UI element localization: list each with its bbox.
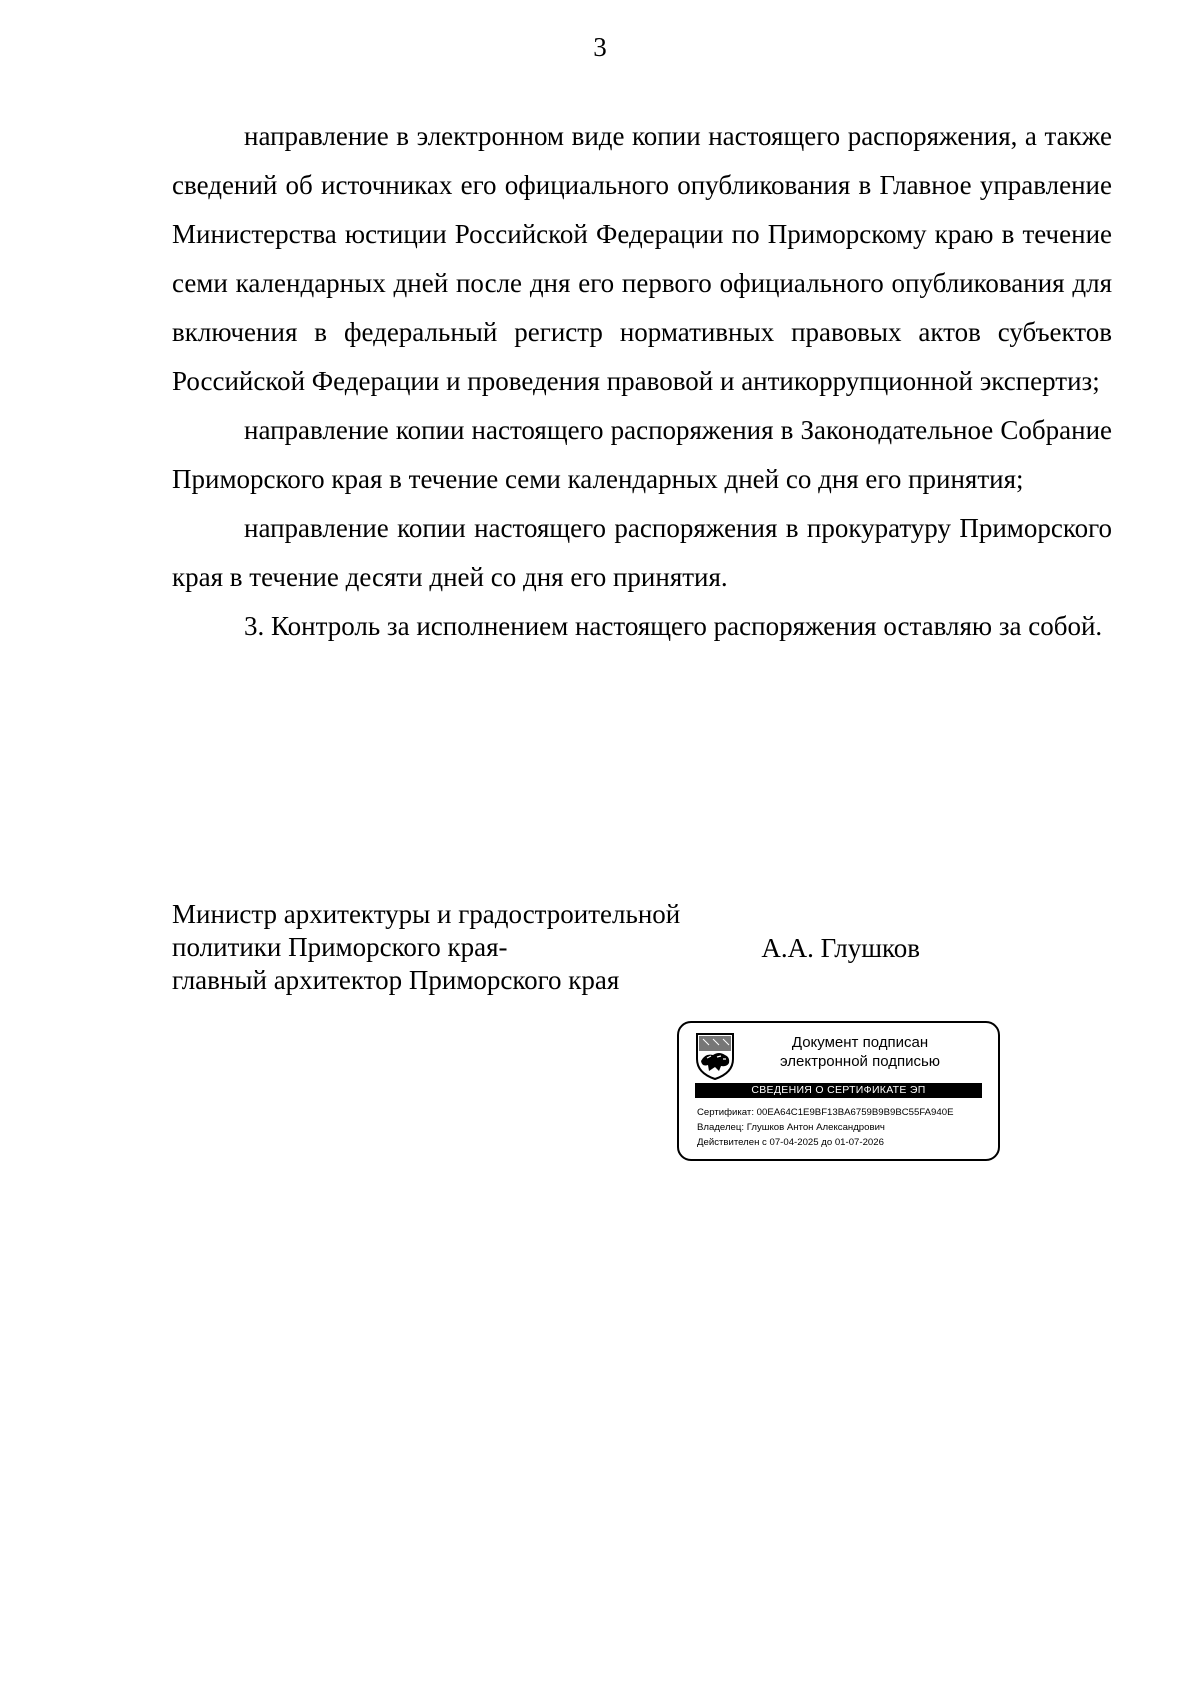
stamp-title — [745, 1033, 975, 1071]
paragraph-3: направление копии настоящего распоряжения в прокуратуру Приморского края в течение десяти дней со дня его принятия. — [172, 513, 1112, 592]
page-number: 3 — [593, 32, 607, 62]
electronic-signature-stamp — [677, 1021, 1000, 1161]
signatory-title-line: политики Приморского края- — [172, 932, 508, 962]
paragraph-2: направление копии настоящего распоряжения в Законодательное Собрание Приморского края в течение семи календарных дней со дня его принятия; — [172, 415, 1112, 494]
stamp-title-line-1: Документ подписан — [791, 1034, 929, 1051]
signatory-title-line: Министр архитектуры и градостроительной — [172, 899, 681, 929]
certificate-details — [697, 1105, 993, 1150]
certificate-validity: Действителен с 07-04-2025 до 01-07-2026 — [697, 1137, 884, 1148]
certificate-owner: Владелец: Глушков Антон Александрович — [697, 1122, 885, 1133]
document-body — [172, 112, 1112, 651]
signatory-name: А.А. Глушков — [761, 933, 920, 963]
coat-of-arms-icon — [693, 1031, 737, 1081]
paragraph-4: 3. Контроль за исполнением настоящего распоряжения оставляю за собой. — [244, 611, 1103, 641]
stamp-title-line-2: электронной подписью — [779, 1053, 941, 1070]
certificate-info-header: СВЕДЕНИЯ О СЕРТИФИКАТЕ ЭП — [695, 1083, 982, 1098]
signatory-title-line: главный архитектор Приморского края — [172, 965, 620, 995]
certificate-number: Сертификат: 00EA64C1E9BF13BA6759B9B9BC55FA940E — [697, 1107, 954, 1118]
paragraph-1: направление в электронном виде копии настоящего распоряжения, а также сведений об источниках его официального опубликования в Главное управление Министерства юстиции Российской Федерации по Приморскому краю в течение семи календарных дней после дня его первого официального опубликования для включения в федеральный регистр нормативных правовых актов субъектов Российской Федерации и проведения правовой и антикоррупционной экспертиз; — [172, 121, 1112, 396]
